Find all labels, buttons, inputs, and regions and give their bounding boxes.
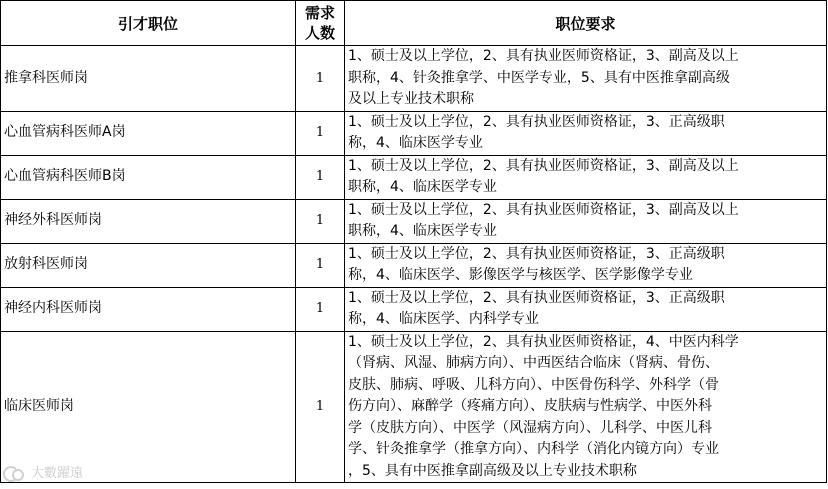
requirement-line: 学（皮肤方向）、中医学（风湿病方向）、儿科学、中医儿科: [348, 419, 712, 436]
requirement-line: 职称，4、临床医学专业: [348, 223, 497, 239]
cell-requirements: [345, 46, 827, 112]
requirement-line: 1、硕士及以上学位，2、具有执业医师资格证，4、中医内科学: [348, 333, 739, 350]
requirement-line: ，5、具有中医推拿副高级及以上专业技术职称: [348, 462, 637, 479]
cell-requirements: [345, 155, 827, 199]
table-body: [1, 46, 827, 483]
cell-requirements: [345, 331, 827, 483]
cell-position: 心血管病科医师A岗: [1, 111, 296, 155]
header-requirements: 职位要求: [345, 1, 827, 46]
cell-position: 临床医师岗: [1, 331, 296, 483]
cell-requirements: [345, 199, 827, 243]
cell-count: 1: [296, 287, 345, 331]
requirement-line: 1、硕士及以上学位，2、具有执业医师资格证，3、正高级职: [348, 245, 725, 262]
header-row: [1, 1, 827, 46]
requirement-line: 皮肤、肺病、呼吸、儿科方向）、中医骨伤科学、外科学（骨: [348, 376, 719, 393]
requirement-line: 职称，4、针灸推拿学、中医学专业，5、具有中医推拿副高级: [348, 69, 730, 86]
table-row: [1, 287, 827, 331]
cell-requirements: [345, 111, 827, 155]
cell-position: 神经内科医师岗: [1, 287, 296, 331]
table-row: [1, 331, 827, 483]
table-row: [1, 111, 827, 155]
cell-position: 放射科医师岗: [1, 243, 296, 287]
requirement-line: （肾病、风湿、肺病方向）、中西医结合临床（肾病、骨伤、: [348, 355, 719, 371]
requirement-line: 伤方向）、麻醉学（疼痛方向）、皮肤病与性病学、中医外科: [348, 398, 712, 414]
table-row: [1, 155, 827, 199]
requirement-line: 1、硕士及以上学位，2、具有执业医师资格证，3、正高级职: [348, 289, 725, 306]
table-row: [1, 199, 827, 243]
table-row: [1, 243, 827, 287]
requirement-line: 1、硕士及以上学位，2、具有执业医师资格证，3、正高级职: [348, 113, 725, 130]
cell-count: 1: [296, 243, 345, 287]
requirement-line: 称，4、临床医学、内科学专业: [348, 311, 539, 327]
cell-position: 推拿科医师岗: [1, 46, 296, 112]
watermark: [2, 462, 83, 481]
watermark-logo-icon: [2, 464, 28, 480]
requirement-line: 学、针灸推拿学（推拿方向）、内科学（消化内镜方向）专业: [348, 441, 719, 457]
header-count-line1: 需求: [304, 4, 335, 22]
table-row: [1, 46, 827, 112]
header-count-line2: 人数: [304, 24, 335, 42]
cell-position: 神经外科医师岗: [1, 199, 296, 243]
requirement-line: 职称，4、临床医学专业: [348, 179, 497, 195]
watermark-text: 大數躍遠: [31, 466, 84, 481]
cell-count: 1: [296, 199, 345, 243]
requirement-line: 及以上专业技术职称: [348, 91, 474, 107]
requirement-line: 称，4、临床医学、影像医学与核医学、医学影像学专业: [348, 267, 693, 283]
requirement-line: 1、硕士及以上学位，2、具有执业医师资格证，3、副高及以上: [348, 201, 739, 218]
cell-requirements: [345, 243, 827, 287]
requirement-line: 称，4、临床医学专业: [348, 135, 483, 151]
cell-count: 1: [296, 155, 345, 199]
requirement-line: 1、硕士及以上学位，2、具有执业医师资格证，3、副高及以上: [348, 48, 739, 64]
cell-position: 心血管病科医师B岗: [1, 155, 296, 199]
header-count: [296, 1, 345, 46]
cell-requirements: [345, 287, 827, 331]
cell-count: 1: [296, 111, 345, 155]
cell-count: 1: [296, 46, 345, 112]
header-position: 引才职位: [1, 1, 296, 46]
requirement-line: 1、硕士及以上学位，2、具有执业医师资格证，3、副高及以上: [348, 157, 739, 174]
cell-count: 1: [296, 331, 345, 483]
